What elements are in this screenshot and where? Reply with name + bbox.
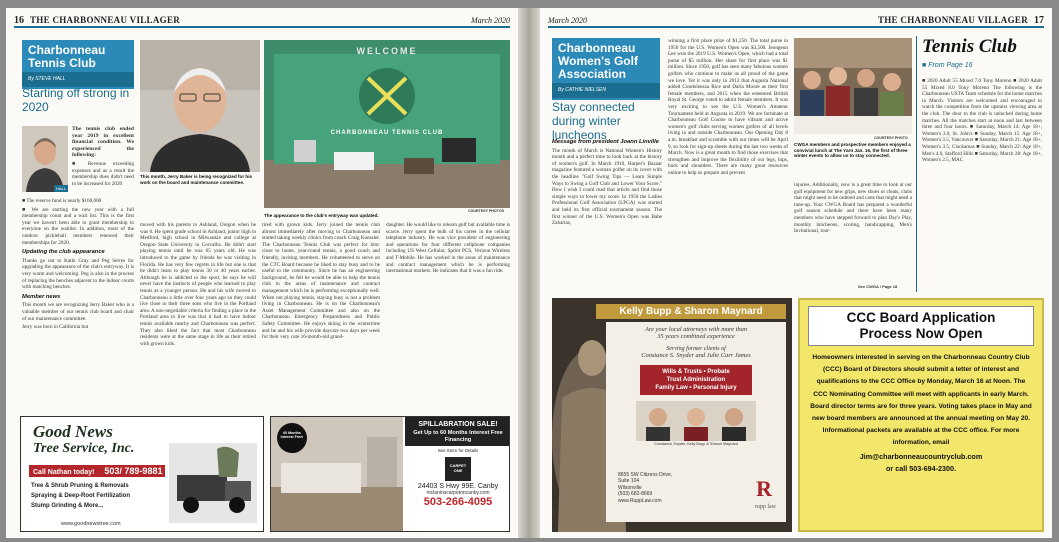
ccc-title-line-1: CCC Board Application	[846, 310, 996, 325]
ad-text-block	[405, 417, 510, 532]
welcome-sign: WELCOME	[356, 46, 418, 56]
ad-sale-title: SPILLABRATION SALE!	[405, 417, 510, 429]
ad-law-panel: Are your local attorneys with more than 35 years combined experience Serving former clients of Constance S. Snyder and Julie Carr James Wills & Trusts • Probate Trust Administration Family Law • Personal Injury Constance Snyder, Kelly Bupp & Sharon Maynard 8655 SW Citizens Drive, Suite 104 Wilsonville (503) 682-8669 www.RuppLaw.com R rupp law	[606, 322, 786, 522]
spillabration-ad	[270, 416, 510, 532]
ad-phone: 503-266-4095	[423, 496, 493, 509]
tennis-from-page: ■ From Page 16	[922, 62, 973, 69]
ad-offer: Get Up to 60 Months Interest Free Financing	[405, 429, 510, 446]
left-page	[6, 8, 518, 538]
ad-law-website[interactable]: www.RuppLaw.com	[618, 497, 662, 504]
section-title: Charbonneau Women's Golf Association	[558, 41, 638, 81]
ad-services: Tree & Shrub Pruning & Removals Spraying & Deep-Root Fertilization Stump Grinding & More...	[31, 483, 131, 509]
ad-website[interactable]: mclaninscarpetoncanby.com	[426, 490, 490, 497]
issue-date: March 2020	[470, 15, 510, 25]
ad-phone: 503/ 789-9881	[104, 466, 163, 476]
photo-caption-jerry: This month, Jerry Baker is being recognized for his work on the board and maintenance committee.	[140, 174, 253, 185]
article-column-2: moved with his parents to Ashland, Oregon when he was 6. He spent grade school in Ashland, junior high in Medford, high school in Milwaukie and college at Oregon State University in Corvallis. He didn't start playing tennis until he was 65 years old. He was introduced to the game by friends he was visiting in Florida. He has very few regrets in life but one is that he didn't learn to play tennis 30 or 40 years earlier. Although he is addicted to the sport, he says he will never have the instincts of people who learned to play tennis as a younger person. He and his wife moved to Charbonneau a little over four years ago so they could live close to their three sons who live in the Portland area. A non-negotiable criteria for finding a place in the Portland area to live was that it had to have indoor tennis available nearby and Charbonneau was perfect. They also liked the fact that most Charbonneau residents were at the same stage in life as their retired with grown kids.	[140, 222, 256, 347]
vintage-truck-icon	[167, 439, 261, 529]
ad-law-logo-text: rupp law	[754, 504, 776, 510]
publication-name: THE CHARBONNEAU VILLAGER	[30, 15, 181, 25]
good-news-tree-ad	[20, 416, 264, 532]
luncheon-group-icon	[794, 38, 912, 134]
photo-credit: COURTESY PHOTOS	[468, 209, 505, 213]
page-number: 17	[1034, 14, 1044, 26]
article-column-1: ■ The reserve fund is nearly $160,000 ■ We are starting the new year with a full membership count and a wait list. This is the first year we haven't been able to grant membership to everyone on the waitlist. In addition, most of the outdoor pickleball members renewed their memberships for 2020. Updating the club appearance Thanks go out to Kathi Gray and Peg Serres for upgrading the appearance of the club's entryway. It is very warm and welcoming. Peg is also in the process of replacing the benches adjacent to the indoor courts with matching benches. Member news This month we are recognizing Jerry Baker who is a valuable member of our tennis club board and chair of our maintenance committee. Jerry was born in California but	[22, 198, 134, 331]
byline: By CATHIE NIELSEN	[552, 83, 660, 98]
person-portrait-icon	[140, 40, 260, 172]
club-name-sign: CHARBONNEAU TENNIS CLUB	[330, 130, 444, 136]
ad-law-address: 8655 SW Citizens Drive, Suite 104 Wilsonville (503) 682-8669 www.RuppLaw.com	[618, 472, 673, 504]
photo-caption-entryway: The appearance to the club's entryway was updated.	[264, 213, 379, 218]
ad-attorney-names: Kelly Bupp & Sharon Maynard	[596, 304, 786, 319]
continued-cwga: See CWGA / Page 18	[858, 284, 898, 289]
ccc-body: Homeowners interested in serving on the Charbonneau Country Club (CCC) Board of Directors should submit a letter of interest and qualifications to the CCC Office by Monday, March 16 at Noon. The CCC Nominating Committee will meet with applicants in early March. Board director terms are for three years. Voting takes place in May and new board members are announced at the annual meeting on May 20. Informational packets are available at the CCC office. For more information, email	[810, 354, 1032, 447]
section-title-box	[22, 40, 134, 89]
right-page	[540, 8, 1052, 538]
column-divider	[916, 36, 917, 292]
publication-name: THE CHARBONNEAU VILLAGER	[877, 15, 1028, 25]
ad-badge: 60 Months Interest Free!	[277, 423, 307, 453]
author-photo	[22, 126, 68, 192]
subhead-club-appearance: Updating the club appearance	[22, 249, 105, 256]
article-column-2: winning a first place prize of $1,250. The total purse in 1950 for the U.S. Women's Open was $3,500. Jeongeun Lee won the 2019 U.S. Women's Open, which had a total purse of $5 million. Her share for first place was $1 million. Since 1950, golf has seen many fabulous women golfers who continue to make us all proud of the game we love. Yet it was only in 2012 that Augusta National added Condoleezza Rice and Darla Moore as their first female members, and 2015 when the esteemed British Royal St. George voted to admit female members. It was very exciting to see the U.S. Women's Amateur Tournament held at Augusta in 2019. We are fortunate at Charbonneau Golf Course to have vibrant and active women's golf clubs serving women golfers of all levels living in and outside Charbonneau. Our Opening Day 8 a.m. breakfast and scramble with our times will be April 9, so look for sign-up sheets during the last two weeks of March. Now is a great month to find those exercises that strengthen and improve the flexibility of our legs, hips, back and shoulders. There are many great resources online to help us prepare and prevent	[668, 38, 788, 176]
photo-credit: COURTESY PHOTO	[874, 136, 908, 140]
subhead-member-news: Member news	[22, 293, 61, 300]
byline: By STEVE HALL	[22, 72, 134, 87]
attorneys-photo-icon	[636, 401, 756, 441]
bullet-2: ■ The reserve fund is nearly $160,000	[22, 198, 102, 204]
headline: Stay connected during winter luncheons	[552, 100, 635, 142]
lead-paragraph: The tennis club ended year 2019 in excellent financial condition. We experienced the following: ■ Revenue exceeding expenses and as a result the membership dues didn't need to be increased for 2020	[72, 126, 134, 187]
photo-caption-cwga: CWGA members and prospective members enjoyed a convivial lunch at The Yarn Jan. 16, the first of three winter events to allow us to stay connected.	[794, 142, 911, 159]
author-portrait-icon	[22, 126, 68, 192]
section-title: Charbonneau Tennis Club	[28, 43, 106, 70]
ccc-title-box	[808, 306, 1034, 346]
article-column-1: Message from president Joann Linville The month of March is National Women's History month and a perfect time to look back at the history of women's golf. In March 1910, Harper's Bazaar magazine featured a woman golfer on its cover with the headline "Golf Swing Tips — Learn Simple Ways to Swing a Golf Club and Lower Your Score." How I wish I could read that article and find those simple ways to lower my score. In 1950 the Ladies Professional Golf Association (LPGA) was started and held its first official tournament season. The first winner of the U.S. Women's Open was Babe Zaharias,	[552, 139, 662, 227]
section-title-box	[552, 38, 660, 100]
tennis-column: ■ 2020 Adult 55 Mixed 7.0 Tony Moreno ■ 2020 Adult 55 Mixed 8.0 Tony Moreno The following is the Charbonneau USTA Team schedule for the home matches in March. Visitors are welcomed and encouraged to watch the competition from the upstairs viewing area at the club. The door to the club is unlocked during home matches. All the matches start at noon and last between three and four hours. ■ Saturday, March 14: Age 18+, Women's 3.0, St. John's ■ Sunday, March 15: Age 18+, Women's 3.5, Vancouver ■ Saturday, March 21: Age 18+, Women's 3.5, Clackamas ■ Sunday, March 22: Age 18+, Men's 4.0, Stafford Hills ■ Saturday, March 28: Age 18+, Women's 2.5, MAC	[922, 78, 1042, 164]
ad-name-line-1: Good News	[33, 422, 113, 441]
ad-website[interactable]: www.goodnewstree.com	[61, 521, 121, 527]
author-caption: HALL	[55, 186, 66, 191]
entryway-photo	[264, 40, 510, 208]
bullet-1: ■ Revenue exceeding expenses and as a result the membership dues didn't need to be increased for 2020	[72, 160, 134, 187]
page-gutter	[518, 8, 540, 538]
rupp-law-logo-icon: R	[756, 476, 772, 501]
issue-date: March 2020	[548, 15, 588, 25]
ccc-title-line-2: Process Now Open	[859, 326, 983, 341]
carpet-one-logo: CARPET ONE	[445, 457, 471, 481]
cwga-luncheon-photo	[794, 38, 912, 134]
right-page-header	[548, 14, 1044, 28]
article-column-3: tired with grown kids. Jerry joined the tennis club almost immediately after moving to Charbonneau and started taking weekly clinics from coach Craig Koessler. The Charbonneau Tennis Club was perfect for him: close to home, year-round tennis, a good coach and friendly, inviting members. He volunteered to serve on the CTC Board because he liked to stay busy and to be useful to the community. Since he has an engineering background, he felt he would be able to help the tennis club in the areas of maintenance and contract management which he is performing exceptionally well. When not playing tennis, staying busy is not a problem living in Charbonneau. He is on the Charbonneau's Asset Management Committee and also on the Charbonneau Emergency Preparedness and Public Safety Committee. He enjoys skiing in the wintertime and he and his wife provide daycare two days per week for their very cute 16-month-old grand-	[262, 222, 380, 341]
page-number: 16	[14, 14, 24, 26]
law-firm-ad	[552, 298, 792, 532]
ad-name-line-2: Tree Service, Inc.	[33, 441, 135, 456]
ccc-phone: or call 503-694-2300.	[886, 463, 956, 473]
subhead-president-message: Message from president Joann Linville	[552, 139, 659, 145]
jerry-baker-photo	[140, 40, 260, 172]
bullet-3: ■ We are starting the new year with a full membership count and a wait list. This is the first year we haven't been able to grant membership to everyone on the waitlist. In addition, most of the outdoor pickleball members renewed their memberships for 2020.	[22, 206, 134, 246]
article-column-3: injuries. Additionally, now is a great time to look at our golf equipment for new grips, new shoes or cleats, clubs that might need to be ordered and carts that might need a tune-up. Your CWGA Board has prepared a wonderful golf season schedule and there have been many members who have stepped forward to plan Day's Play, monthly luncheons, scoring, handicapping, Men's Invitational, tour-	[794, 182, 912, 235]
left-page-header	[14, 14, 510, 28]
article-column-4: daughter. He would like to relearn golf but available time is scarce. Jerry spent the bulk of his career in the cellular telephone industry. He was vice president of engineering and operations for four different cellphone companies including US West Cellular, Sprint PCS, Verizon Wireless and T-Mobile. He has worked in the areas of maintenance and contract management which he is performing international markets. He indicates that it was a fun ride.	[386, 222, 510, 275]
ad-note: See Store for Details	[437, 448, 479, 454]
ad-address: 24403 S Hwy 99E. Canby	[417, 483, 499, 491]
ad-call-bar: Call Nathan today! 503/ 789-9881	[29, 465, 165, 477]
ccc-board-ad	[798, 298, 1044, 532]
headline: Starting off strong in 2020	[22, 86, 130, 114]
tennis-club-entryway-icon	[264, 40, 510, 208]
ccc-email[interactable]: Jim@charbonneaucountryclub.com	[859, 451, 983, 461]
ad-law-services: Wills & Trusts • Probate Trust Administration Family Law • Personal Injury	[640, 365, 752, 395]
tennis-club-title: Tennis Club	[922, 36, 1017, 57]
